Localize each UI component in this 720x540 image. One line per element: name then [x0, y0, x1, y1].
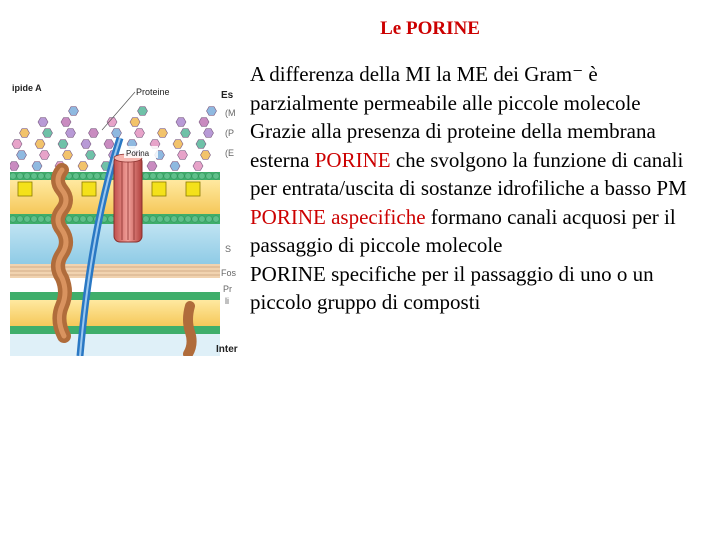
text-run: Grazie alla presenza di proteine della membrana esterna — [250, 119, 656, 172]
slide-title: Le PORINE — [380, 18, 480, 39]
body-paragraph — [250, 117, 710, 203]
membrane-figure — [10, 74, 242, 356]
body-paragraph — [250, 60, 710, 117]
text-run: formano canali acquosi per il passaggio di piccole molecole — [250, 204, 676, 257]
label-proteins: Proteine — [136, 87, 170, 97]
label-right-5: S — [225, 244, 232, 254]
body-paragraph — [250, 203, 710, 260]
label-right-6: Fos — [221, 268, 237, 278]
body-text — [250, 60, 710, 317]
text-run: che svolgono la funzione di canali per entrata/uscita di sostanze idrofiliche a basso PM — [250, 147, 687, 200]
label-right-7: Pr — [223, 284, 232, 294]
porin-icon — [114, 154, 142, 242]
label-right-9: Inter — [216, 344, 238, 355]
label-right-8: li — [225, 296, 229, 306]
label-lipid-a: ipide A — [12, 83, 42, 93]
text-run: A differenza della MI la ME dei Gram⁻ è parzialmente permeabile alle piccole molecole — [250, 62, 641, 115]
label-porin: Porina — [126, 149, 150, 158]
label-right-3: (P — [225, 128, 234, 138]
highlighted-term: PORINE aspecifiche — [250, 204, 426, 229]
label-right-4: (E — [225, 148, 234, 158]
highlighted-term: PORINE — [314, 147, 391, 172]
body-paragraph — [250, 260, 710, 317]
text-run: PORINE specifiche per il passaggio di uno o un piccolo gruppo di composti — [250, 261, 654, 314]
label-right-1: Es — [221, 90, 234, 101]
label-right-2: (M — [225, 108, 236, 118]
